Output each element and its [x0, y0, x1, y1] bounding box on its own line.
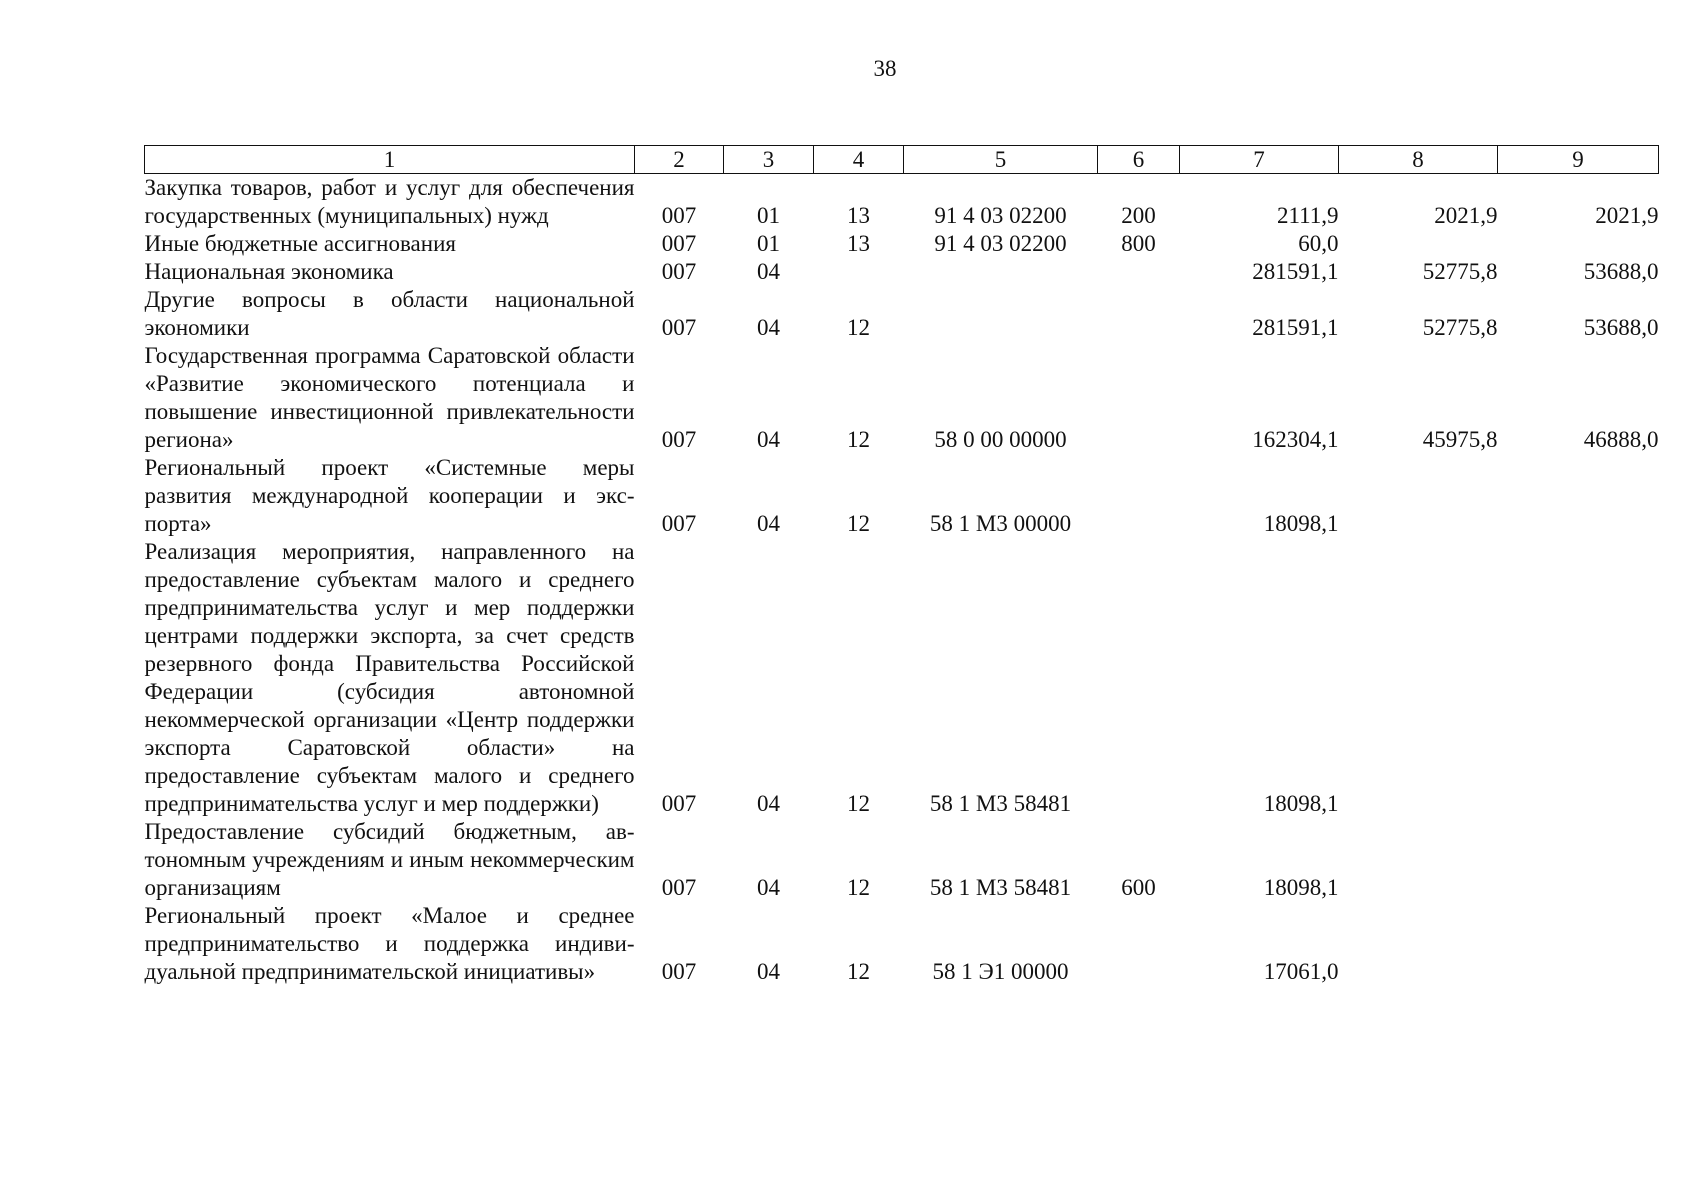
- amount-col7: 18098,1: [1263, 875, 1339, 900]
- target-code: [904, 286, 1098, 342]
- amount-col8: [1339, 538, 1498, 818]
- page-number: 38: [873, 56, 897, 81]
- amount-col9: 46888,0: [1583, 427, 1659, 452]
- section-code: 04: [757, 959, 780, 984]
- table-row: [145, 454, 1659, 538]
- budget-table: [144, 145, 1659, 986]
- amount-col7: 18098,1: [1263, 791, 1339, 816]
- amount-col9: [1498, 902, 1659, 986]
- subsection-code: 12: [847, 959, 870, 984]
- amount-col8: [1339, 902, 1498, 986]
- section-code: 01: [757, 231, 780, 256]
- amount-col8: 52775,8: [1422, 315, 1498, 340]
- amount-col7: 281591,1: [1252, 259, 1339, 284]
- amount-col8: [1339, 818, 1498, 902]
- column-header: 2: [635, 146, 724, 174]
- target-code: 58 1 М3 58481: [929, 875, 1072, 900]
- amount-col8: 2021,9: [1434, 203, 1498, 228]
- amount-col7: 281591,1: [1252, 315, 1339, 340]
- table-row: [145, 230, 1659, 258]
- section-code: 04: [757, 511, 780, 536]
- section-code: 04: [757, 875, 780, 900]
- subsection-code: [814, 258, 904, 286]
- row-name: Реализация мероприятия, направленного на предоставление субъектам малого и среднего предпринимательства услуг и мер поддержки центрами поддержки экспорта, за счет средств резервного фонда Правительства Российской Федерации (субсидия автономной некоммерческой организации «Центр поддержки экспорта Саратовской области» на предоставление субъектам малого и среднего предпринимательства услуг и мер поддержки): [144, 539, 635, 816]
- row-name: Национальная экономика: [144, 259, 394, 284]
- row-name: Предоставление субсидий бюджетным, автономным учреждениям и иным некоммерческим организациям: [144, 819, 635, 900]
- column-header: 6: [1098, 146, 1180, 174]
- table-row: [145, 286, 1659, 342]
- table-row: [145, 818, 1659, 902]
- column-header: 3: [724, 146, 814, 174]
- row-name: Иные бюджетные ассигнования: [144, 231, 456, 256]
- subsection-code: 12: [847, 315, 870, 340]
- amount-col7: 17061,0: [1263, 959, 1339, 984]
- expense-type-code: [1098, 538, 1180, 818]
- section-code: 04: [757, 427, 780, 452]
- row-name: Региональный проект «Системные меры развития международной кооперации и экспорта»: [144, 455, 635, 536]
- ministry-code: 007: [661, 511, 697, 536]
- row-name: Региональный проект «Малое и среднее предпринимательство и поддержка индивидуальной предпринимательской инициативы»: [144, 903, 635, 984]
- ministry-code: 007: [661, 427, 697, 452]
- expense-type-code: 200: [1121, 203, 1156, 228]
- expense-type-code: [1098, 342, 1180, 454]
- table-row: [145, 538, 1659, 818]
- target-code: 58 1 М3 00000: [929, 511, 1072, 536]
- ministry-code: 007: [661, 959, 697, 984]
- expense-type-code: [1098, 902, 1180, 986]
- expense-type-code: 600: [1121, 875, 1156, 900]
- ministry-code: 007: [661, 203, 697, 228]
- amount-col8: 52775,8: [1422, 259, 1498, 284]
- amount-col7: 18098,1: [1263, 511, 1339, 536]
- subsection-code: 13: [847, 203, 870, 228]
- subsection-code: 12: [847, 511, 870, 536]
- expense-type-code: 800: [1121, 231, 1156, 256]
- column-header: 7: [1180, 146, 1339, 174]
- table-row: [145, 902, 1659, 986]
- ministry-code: 007: [661, 259, 697, 284]
- column-header: 9: [1498, 146, 1659, 174]
- amount-col9: 53688,0: [1583, 315, 1659, 340]
- target-code: 91 4 03 02200: [934, 231, 1067, 256]
- target-code: [904, 258, 1098, 286]
- ministry-code: 007: [661, 231, 697, 256]
- ministry-code: 007: [661, 875, 697, 900]
- column-header: 5: [904, 146, 1098, 174]
- section-code: 04: [757, 791, 780, 816]
- expense-type-code: [1098, 286, 1180, 342]
- column-header: 1: [145, 146, 635, 174]
- ministry-code: 007: [661, 791, 697, 816]
- amount-col8: [1339, 454, 1498, 538]
- amount-col9: [1498, 818, 1659, 902]
- section-code: 04: [757, 259, 780, 284]
- header-row: [145, 146, 1659, 174]
- amount-col8: 45975,8: [1422, 427, 1498, 452]
- amount-col9: [1498, 454, 1659, 538]
- row-name: Другие вопросы в области национальной экономики: [144, 287, 635, 340]
- target-code: 58 1 М3 58481: [929, 791, 1072, 816]
- table-row: [145, 258, 1659, 286]
- row-name: Закупка товаров, работ и услуг для обеспечения государственных (муниципальных) нужд: [144, 175, 635, 228]
- amount-col9: [1498, 538, 1659, 818]
- amount-col9: 53688,0: [1583, 259, 1659, 284]
- row-name: Государственная программа Саратовской области «Развитие экономического потенциала и повышение инвестиционной привлекательности региона»: [144, 343, 635, 452]
- section-code: 01: [757, 203, 780, 228]
- amount-col8: [1339, 230, 1498, 258]
- table-row: [145, 342, 1659, 454]
- ministry-code: 007: [661, 315, 697, 340]
- subsection-code: 12: [847, 427, 870, 452]
- expense-type-code: [1098, 258, 1180, 286]
- column-header: 8: [1339, 146, 1498, 174]
- amount-col7: 162304,1: [1252, 427, 1339, 452]
- subsection-code: 12: [847, 791, 870, 816]
- amount-col9: [1498, 230, 1659, 258]
- expense-type-code: [1098, 454, 1180, 538]
- target-code: 58 1 Э1 00000: [932, 959, 1069, 984]
- target-code: 58 0 00 00000: [934, 427, 1067, 452]
- subsection-code: 12: [847, 875, 870, 900]
- table-row: [145, 174, 1659, 231]
- amount-col7: 2111,9: [1276, 203, 1339, 228]
- subsection-code: 13: [847, 231, 870, 256]
- amount-col7: 60,0: [1298, 231, 1339, 256]
- amount-col9: 2021,9: [1595, 203, 1659, 228]
- target-code: 91 4 03 02200: [934, 203, 1067, 228]
- section-code: 04: [757, 315, 780, 340]
- column-header: 4: [814, 146, 904, 174]
